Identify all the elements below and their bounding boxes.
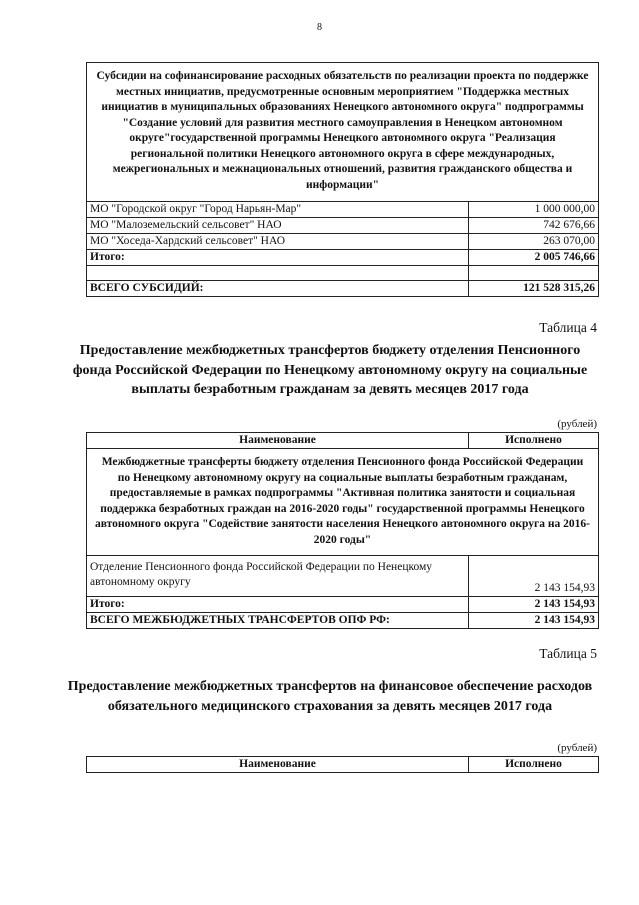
grand-total-label: ВСЕГО МЕЖБЮДЖЕТНЫХ ТРАНСФЕРТОВ ОПФ РФ:: [87, 613, 469, 629]
col-name-header: Наименование: [87, 757, 469, 773]
column-headers: [87, 433, 599, 449]
table5-caption: Таблица 5: [539, 646, 597, 661]
row-value: 2 143 154,93: [469, 556, 599, 597]
page-number: 8: [317, 22, 322, 33]
grand-total-row: [87, 613, 599, 629]
grand-total-label: ВСЕГО СУБСИДИЙ:: [87, 281, 469, 297]
table-row: [87, 202, 599, 218]
table4-caption: Таблица 4: [539, 320, 597, 335]
total-value: 2 005 746,66: [469, 250, 599, 266]
pension-header: Межбюджетные трансферты бюджету отделения Пенсионного фонда Российской Федерации по Ненецкому автономному округу на социальные выплаты безработным гражданам, предоставляемые в рамках подпрограммы "Активная политика занятости и социальная поддержка безработных граждан на 2016-2020 годы" государственной программы Ненецкого автономного округа "Содействие занятости населения Ненецкого автономного округа на 2016-2020 годы": [87, 449, 599, 556]
col-name-header: Наименование: [87, 433, 469, 449]
table4-title: Предоставление межбюджетных трансфертов бюджету отделения Пенсионного фонда Российской Федерации по Ненецкому автономному округу на социальные выплаты безработным гражданам за девять месяцев 2017 года: [72, 343, 588, 397]
grand-total-row: [87, 281, 599, 297]
subsidies-table: [86, 62, 599, 297]
row-value: 1 000 000,00: [469, 202, 599, 218]
col-value-header: Исполнено: [469, 757, 599, 773]
medical-insurance-table: [86, 756, 599, 773]
table-row: [87, 234, 599, 250]
total-label: Итого:: [87, 597, 469, 613]
total-value: 2 143 154,93: [469, 597, 599, 613]
column-headers: [87, 757, 599, 773]
row-name: МО "Городской округ "Город Нарьян-Мар": [87, 202, 469, 218]
total-row: [87, 597, 599, 613]
total-row: [87, 250, 599, 266]
pension-fund-table: [86, 432, 599, 629]
spacer-row: [87, 266, 599, 281]
table5-title: Предоставление межбюджетных трансфертов на финансовое обеспечение расходов обязательного медицинского страхования за девять месяцев 2017 года: [67, 679, 593, 714]
table5-unit: (рублей): [557, 742, 597, 754]
col-value-header: Исполнено: [469, 433, 599, 449]
row-name: Отделение Пенсионного фонда Российской Федерации по Ненецкому автономному округу: [87, 556, 469, 597]
table4-unit: (рублей): [557, 418, 597, 430]
grand-total-value: 2 143 154,93: [469, 613, 599, 629]
row-name: МО "Хоседа-Хардский сельсовет" НАО: [87, 234, 469, 250]
total-label: Итого:: [87, 250, 469, 266]
row-value: 263 070,00: [469, 234, 599, 250]
grand-total-value: 121 528 315,26: [469, 281, 599, 297]
subsidies-header: Субсидии на софинансирование расходных обязательств по реализации проекта по поддержке местных инициатив, предусмотренные основным мероприятием "Поддержка местных инициатив в муниципальных образованиях Ненецкого автономного округа" подпрограммы "Создание условий для развития местного самоуправления в Ненецком автономном округе"государственной программы Ненецкого автономного округа "Реализация региональной политики Ненецкого автономного округа в сфере международных, межрегиональных и межнациональных отношений, развития гражданского общества и информации": [87, 63, 599, 202]
table-row: [87, 556, 599, 597]
row-name: МО "Малоземельский сельсовет" НАО: [87, 218, 469, 234]
row-value: 742 676,66: [469, 218, 599, 234]
table-row: [87, 218, 599, 234]
